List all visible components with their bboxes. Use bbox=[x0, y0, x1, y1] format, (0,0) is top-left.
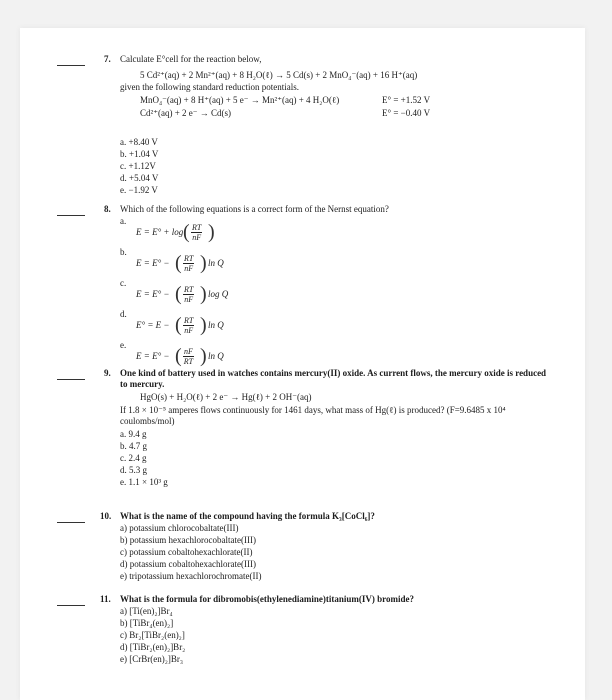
question-10 bbox=[20, 511, 585, 601]
option-8e[interactable]: e. E = E° − ( $\frac{nF}{RT}$ ) ln Q bbox=[120, 340, 224, 367]
option-10d[interactable]: d) potassium cobaltohexachlorate(III) bbox=[120, 559, 256, 569]
answer-blank-8[interactable] bbox=[57, 215, 85, 216]
option-10a[interactable]: a) potassium chlorocobaltate(III) bbox=[120, 523, 239, 533]
option-7a[interactable]: a. +8.40 V bbox=[120, 137, 158, 147]
answer-blank-7[interactable] bbox=[57, 65, 85, 66]
option-7d[interactable]: d. +5.04 V bbox=[120, 173, 159, 183]
option-9b[interactable]: b. 4.7 g bbox=[120, 441, 147, 451]
option-10e[interactable]: e) tripotassium hexachlorochromate(II) bbox=[120, 571, 262, 581]
reaction-equation: HgO(s) + H₂O(ℓ) + 2 e⁻ → Hg(ℓ) + 2 OH⁻(aq) bbox=[140, 392, 312, 402]
question-prompt-line-2: to mercury. bbox=[120, 379, 165, 389]
question-8 bbox=[20, 204, 585, 369]
answer-blank-9[interactable] bbox=[57, 379, 85, 380]
question-prompt: What is the name of the compound having the formula K₃[CoCl₆]? bbox=[120, 511, 375, 521]
question-number: 9. bbox=[104, 368, 111, 378]
answer-blank-11[interactable] bbox=[57, 605, 85, 606]
half-reaction-1-potential: E° = +1.52 V bbox=[382, 95, 431, 105]
question-9 bbox=[20, 368, 585, 518]
question-text-line-1: If 1.8 × 10⁻⁵ amperes flows continuously for 1461 days, what mass of Hg(ℓ) is produced? (F=9.6485 x 10⁴ bbox=[120, 405, 506, 415]
option-7c[interactable]: c. +1.12V bbox=[120, 161, 156, 171]
option-11b[interactable]: b) [TiBr₄(en)₂] bbox=[120, 618, 174, 628]
given-text: given the following standard reduction potentials. bbox=[120, 82, 299, 92]
option-9c[interactable]: c. 2.4 g bbox=[120, 453, 147, 463]
option-7e[interactable]: e. −1.92 V bbox=[120, 185, 158, 195]
option-7b[interactable]: b. +1.04 V bbox=[120, 149, 159, 159]
option-8d[interactable]: d. E° = E − ( $\frac{RT}{nF}$ ) ln Q bbox=[120, 309, 224, 336]
option-11e[interactable]: e) [CrBr(en)₂]Br₃ bbox=[120, 654, 183, 664]
question-11 bbox=[20, 594, 585, 684]
half-reaction-1: MnO₄⁻(aq) + 8 H⁺(aq) + 5 e⁻ → Mn²⁺(aq) + 4 H₂O(ℓ) bbox=[140, 95, 340, 105]
option-11d[interactable]: d) [TiBr₂(en)₂]Br₂ bbox=[120, 642, 186, 652]
question-7 bbox=[20, 54, 585, 224]
option-10c[interactable]: c) potassium cobaltohexachlorate(II) bbox=[120, 547, 253, 557]
question-number: 7. bbox=[104, 54, 111, 64]
question-number: 8. bbox=[104, 204, 111, 214]
option-9a[interactable]: a. 9.4 g bbox=[120, 429, 147, 439]
answer-blank-10[interactable] bbox=[57, 522, 85, 523]
option-11a[interactable]: a) [Ti(en)₂]Br₄ bbox=[120, 606, 173, 616]
question-prompt: Which of the following equations is a correct form of the Nernst equation? bbox=[120, 204, 389, 214]
option-8b[interactable]: b. E = E° − ( $\frac{RT}{nF}$ ) ln Q bbox=[120, 247, 224, 274]
question-number: 11. bbox=[100, 594, 111, 604]
question-prompt-line-1: One kind of battery used in watches contains mercury(II) oxide. As current flows, the mercury oxide is reduced bbox=[120, 368, 547, 378]
exam-page bbox=[20, 28, 585, 700]
question-number: 10. bbox=[100, 511, 112, 521]
reaction-equation: 5 Cd²⁺(aq) + 2 Mn²⁺(aq) + 8 H₂O(ℓ) → 5 Cd(s) + 2 MnO₄⁻(aq) + 16 H⁺(aq) bbox=[140, 70, 418, 80]
option-9e[interactable]: e. 1.1 × 10³ g bbox=[120, 477, 168, 487]
option-10b[interactable]: b) potassium hexachlorocobaltate(III) bbox=[120, 535, 256, 545]
option-8c[interactable]: c. E = E° − ( $\frac{RT}{nF}$ ) log Q bbox=[120, 278, 229, 305]
option-8a[interactable]: a. E = E° + log ( $\frac{RT}{nF}$ ) bbox=[120, 216, 215, 243]
option-9d[interactable]: d. 5.3 g bbox=[120, 465, 147, 475]
option-11c[interactable]: c) Br₂[TiBr₂(en)₂] bbox=[120, 630, 185, 640]
half-reaction-2-potential: E° = −0.40 V bbox=[382, 108, 431, 118]
question-text-line-2: coulombs/mol) bbox=[120, 416, 175, 426]
question-prompt: Calculate E°cell for the reaction below, bbox=[120, 54, 262, 64]
half-reaction-2: Cd²⁺(aq) + 2 e⁻ → Cd(s) bbox=[140, 108, 232, 118]
question-prompt: What is the formula for dibromobis(ethylenediamine)titanium(IV) bromide? bbox=[120, 594, 414, 604]
